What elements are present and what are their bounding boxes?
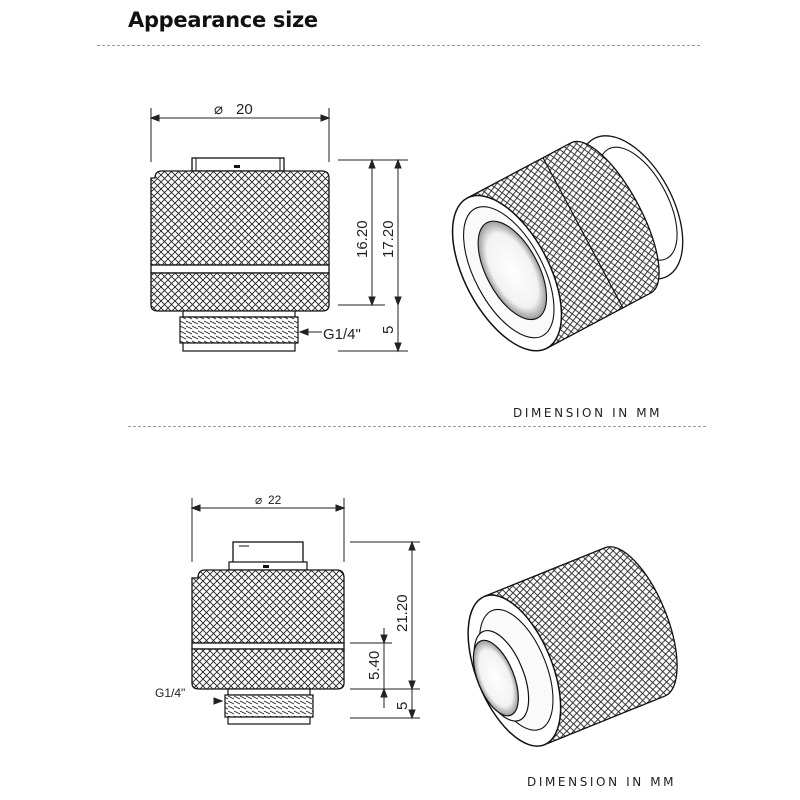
fitting-side-view-1	[151, 158, 329, 351]
diameter-label-1: 20	[236, 101, 253, 118]
diameter-symbol-2: ⌀	[255, 493, 263, 507]
thread-label-1: G1/4"	[323, 326, 361, 343]
fitting-3d-view-2	[449, 536, 694, 759]
height-knurled-label-1: 16.20	[354, 220, 371, 258]
diameter-symbol-1: ⌀	[214, 101, 224, 118]
dimension-note-1: DIMENSION IN MM	[513, 406, 663, 420]
height-total-label-2: 21.20	[394, 594, 411, 632]
diameter-label-2: 22	[268, 493, 282, 507]
ring-height-label-2: 5.40	[366, 650, 383, 680]
dimension-note-2: DIMENSION IN MM	[527, 775, 677, 789]
fitting-3d-view-1	[430, 113, 708, 368]
thread-length-label-2: 5	[394, 701, 411, 710]
page-title: Appearance size	[128, 8, 318, 32]
thread-label-2: G1/4"	[155, 686, 186, 700]
height-total-label-1: 17.20	[380, 220, 397, 258]
thread-length-label-1: 5	[380, 325, 397, 334]
fitting-side-view-2	[192, 542, 344, 724]
